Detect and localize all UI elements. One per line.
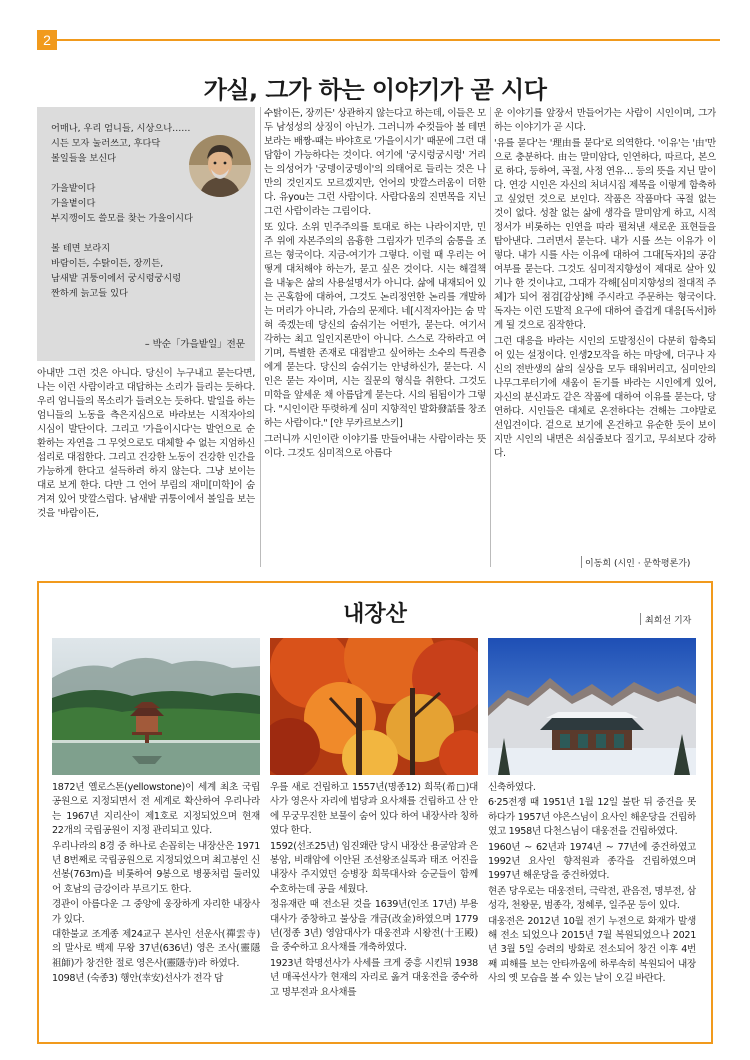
paragraph: 정유재란 때 전소된 것을 1639년(인조 17년) 부용대사가 중창하고 불상을 개금(改金)하였으며 1779년(정종 3년) 영암대사가 대웅전과 시왕전(十王殿)을 중수하고 요사채를 개축하였다. (270, 899, 478, 954)
paragraph: 대한불교 조계종 제24교구 본사인 선운사(禪雲寺)의 말사로 백제 무왕 37년(636년) 영은 조사(靈隱祖師)가 창건한 절로 영은사(靈隱寺)라 하였다. (52, 929, 260, 969)
paragraph: 우를 새로 건립하고 1557년(명종12) 희묵(希□)대사가 영은사 자리에 법당과 요사채를 건립하고 산 안에 무궁무진한 보물이 숨어 있다 하여 내장사라 칭하였다 한다. (270, 782, 478, 837)
article1-column-2 (264, 107, 486, 562)
column-divider (260, 107, 261, 567)
paragraph: 신축하였다. (488, 782, 536, 793)
paragraph: 그런 대응을 바라는 시인의 도발정신이 다분히 함축되어 있는 설정이다. 인생2모작을 하는 마당에, 더구나 자신의 전반생의 삶의 실상을 모두 태워버리고, 심미안의 나무그루터기에 새움이 돋기를 바라는 시인에게 있어, 자신의 분신과도 같은 작품에 대하여 이유를 묻는다, 당연하다. 시인들은 대체로 온전하다는 견해는 그야말로 선입견이다. 겉으로 보기에 온건하고 유순한 듯이 보이지만 시인의 내면은 쇠심줄보다 질기고, 무쇠보다 강하다. (494, 336, 716, 459)
article1-column-3 (494, 107, 716, 547)
poem-stanza-3 (51, 241, 245, 301)
poem-line: 어매나, 우리 엄니들, 시상으나…… (51, 123, 191, 134)
paragraph: 아내만 그런 것은 아니다. 당신이 누구내고 묻는다면, 나는 이런 사람이라고 대답하는 소리가 들리는 듯하다. 우리 엄니들의 목소리가 들려오는 듯하다. 발일을 하는 엄니들의 노동을 측은지심으로 바라보는 시적자아의 시심이 발단이다. 그리고 '가을이시다'는 발언으로 순환하는 자연을 그 무엇으로도 대체할 수 없는 지엄하신 섭리로 대접한다. 그리고 건강한 노동이 건강한 인간을 가능하게 한다고 설득하려 하지 않는다. 그냥 보이는 대로 보게 한다. 다만 그 언어 부림의 재미[미학]이 숨겨져 있어 맛깔스럽다. 남새밭 귀퉁이에서 볼일을 보는 것을 '바람이든, (37, 368, 255, 519)
paragraph: 1872년 옐로스톤(yellowstone)이 세계 최초 국립공원으로 지정되면서 전 세계로 확산하여 우리나라는 1967년 지리산이 제1호로 지정되었으며 현재 22개의 국립공원이 지정 관리되고 있다. (52, 782, 260, 837)
poem-line: 바람이든, 수탉이든, 장끼든, (51, 258, 164, 269)
autumn-maple-photo (270, 638, 478, 775)
poem-line: 가을밭이다 (51, 183, 96, 194)
article2-title: 내장산 (343, 602, 407, 627)
article2-column-1 (52, 781, 260, 1039)
article2-column-3 (488, 781, 696, 1039)
paragraph: 1923년 학명선사가 사세를 크게 중흥 시킨뒤 1938년 매곡선사가 현재의 자리로 옮겨 대웅전을 중수하고 명부전과 요사채를 (270, 957, 478, 998)
poem-source: – 박순「가을밭일」전문 (144, 339, 245, 350)
paragraph: 6·25전쟁 때 1951년 1월 12일 불탄 뒤 중건을 못하다가 1957년 야은스님이 요사인 해운당을 건립하였고 1958년 다천스님이 대웅전을 건립하였다. (488, 797, 696, 838)
article-headline: 가실, 그가 하는 이야기가 곧 시다 (203, 76, 547, 104)
snow-temple-photo (488, 638, 696, 775)
author-credit: 이동희 (시인 · 문학평론가) (585, 559, 691, 569)
paragraph: '유를 묻다'는 '理由를 묻다'로 의역한다. '이유'는 '由'만으로 충분하다. 由는 말미암다, 인연하다, 따르다, 본으로 하다, 등하여, 곡절, 사정 연유… 등의 뜻을 지닌 말이다. 연강 시인은 자신의 처녀시집 제목을 이렇게 함축하고 싶었던 것으로 보인다. 작품은 작품마다 곡절 없는 것이 없다. 성찰 없는 삶에 생각을 말미암게 하고, 시적정서가 비롯하는 인연을 따라 펼쳐낸 새로운 표현들을 탐아낸다. 그러면서 묻는다. 내가 시를 쓰는 이유가 이렇다. 내가 시를 사는 이유에 대하여 그대[독자]의 공감 여부를 묻는다. 그것도 심미적지향성이 제대로 살아 있기나 한 것이냐고, 그대가 각해[심미지향성의 절대적 주체]가 되어 점검[감상]해 주시라고 주문하는 형국이다. 독자는 이런 도발적 요구에 대하여 즐겁게 대응[독서]하게 될 것으로 짐작한다. (494, 138, 716, 331)
reporter-divider (640, 613, 641, 625)
column-divider (490, 107, 491, 567)
poem-line: 볼 테면 보라지 (51, 243, 111, 254)
reporter-credit: 최희선 기자 (645, 616, 692, 626)
poem-line: 볼일들을 보신다 (51, 153, 117, 164)
paragraph: 대웅전은 2012년 10월 전기 누전으로 화재가 발생해 전소 되었으나 2015년 7월 복원되었으나 2021년 3월 5일 승려의 방화로 전소되어 창건 이후 4번째 피해를 보는 안타까움에 하루속히 복원되어 내장사의 옛 모습을 볼 수 있는 날이 오길 바란다. (488, 915, 696, 985)
header-rule (57, 39, 720, 41)
author-divider (581, 556, 582, 568)
poem-line: 남새밭 귀퉁이에서 궁시렁궁시렁 (51, 273, 182, 284)
paragraph: 현존 당우로는 대웅전터, 극락전, 관음전, 명부전, 삼성각, 천왕문, 범종각, 정혜루, 일주문 등이 있다. (488, 885, 696, 912)
poem-line: 짠하게 늙고들 있다 (51, 288, 128, 299)
poem-line: 가을볕이다 (51, 198, 96, 209)
paragraph: 1098년 (숙종3) 행안(幸安)선사가 전각 담 (52, 973, 224, 985)
lake-pavilion-photo (52, 638, 260, 775)
article2-column-2 (270, 781, 478, 1039)
article1-column-1 (37, 367, 255, 561)
poem-box (37, 107, 255, 361)
poem-line: 부지깽이도 쓸모를 찾는 가을이시다 (51, 213, 193, 224)
paragraph: 그러니까 시인이란 이야기를 만들어내는 사람이라는 뜻이다. 그것도 심미적으로 아름다 (264, 434, 486, 459)
paragraph: 경관이 아름다운 그 중앙에 웅장하게 자리한 내장사가 있다. (52, 899, 260, 925)
paragraph: 1592(선조25년) 임진왜란 당시 내장산 용굴암과 은봉암, 비래암에 이안된 조선왕조실록과 태조 어진을 내장사 주지였던 승병장 희묵대사와 승군들이 함께 수호하는데 공을 세웠다. (270, 840, 478, 895)
poem-line: 시든 모자 눌러쓰고, 후다닥 (51, 138, 161, 149)
paragraph: 운 이야기를 앞장서 만들어가는 사람이 시인이며, 그가 하는 이야기가 곧 시다. (494, 108, 716, 133)
paragraph: 또 있다. 소위 민주주의를 토대로 하는 나라이지만, 민주 위에 자본주의의 음흉한 그림자가 민주의 숨통을 조르는 형국이다. 지금-여기가 그렇다. 이럴 때 우리는 어떻게 대처해야 하는가, 묻고 싶은 것이다. 시는 해결책을 내놓은 삶의 사용설명서가 아니다. 삶에 내재되어 있는 곤혹함에 대하여, 그것도 논리정연한 논리를 개발하는 머리가 아니라, 가슴의 문제다. 네[시적자아]는 숨 막혀 죽겠는데 당신의 숨쉬기는 어떤가, 묻는다. 여기서 각하는 최고 일인지론만이 아니다. 스스로 각하라고 여기며, 특별한 존재로 대접받고 싶어하는 소수의 특권층에게 묻는다. 당신의 숨쉬기는 안녕하신가, 묻는다. 시인은 묻는 자이며, 시는 질문의 형식을 취한다. 그것도 미학을 앞세운 채 아름답게 묻는다. 시의 됨됨이가 그렇다. "시인이란 뚜렷하게 심미 지향적인 발화發話를 창조하는 사람이다." [얀 무카르보스키] (264, 222, 486, 429)
paragraph: 수탉이든, 장끼든' 상관하지 않는다고 하는데, 이들은 모두 남성성의 상징이 아닌가. 그러니까 수컷들아 볼 테면 보라는 배짱-때는 바야흐로 '가을이시기' 때문에 그런 대담함이 가능하다는 것이다. 여기에 '궁시렁궁시렁' 거리는 의성어가 '궁뎅이궁뎅이'의 의태어로 들리는 것은 나만의 것인지도 모르겠지만, 언어의 맛깔스러움이 더한다. 유you는 그런 사람이다. 사람다움의 진면목을 지닌 그런 사람이라는 그림이다. (264, 108, 486, 217)
paragraph: 1960년 ~ 62년과 1974년 ~ 77년에 중건하였고 1992년 요사인 향적원과 종각을 건립하였으며 1997년 해운당을 중건하였다. (488, 841, 696, 882)
paragraph: 우리나라의 8경 중 하나로 손꼽히는 내장산은 1971년 8번째로 국립공원으로 지정되었으며 최고봉인 신선봉(763m)을 비롯하여 9봉으로 병풍처럼 둘러있어 호남의 금강이라 부르기도 한다. (52, 840, 260, 895)
page-number: 2 (37, 30, 57, 50)
poet-portrait-photo (189, 135, 251, 197)
